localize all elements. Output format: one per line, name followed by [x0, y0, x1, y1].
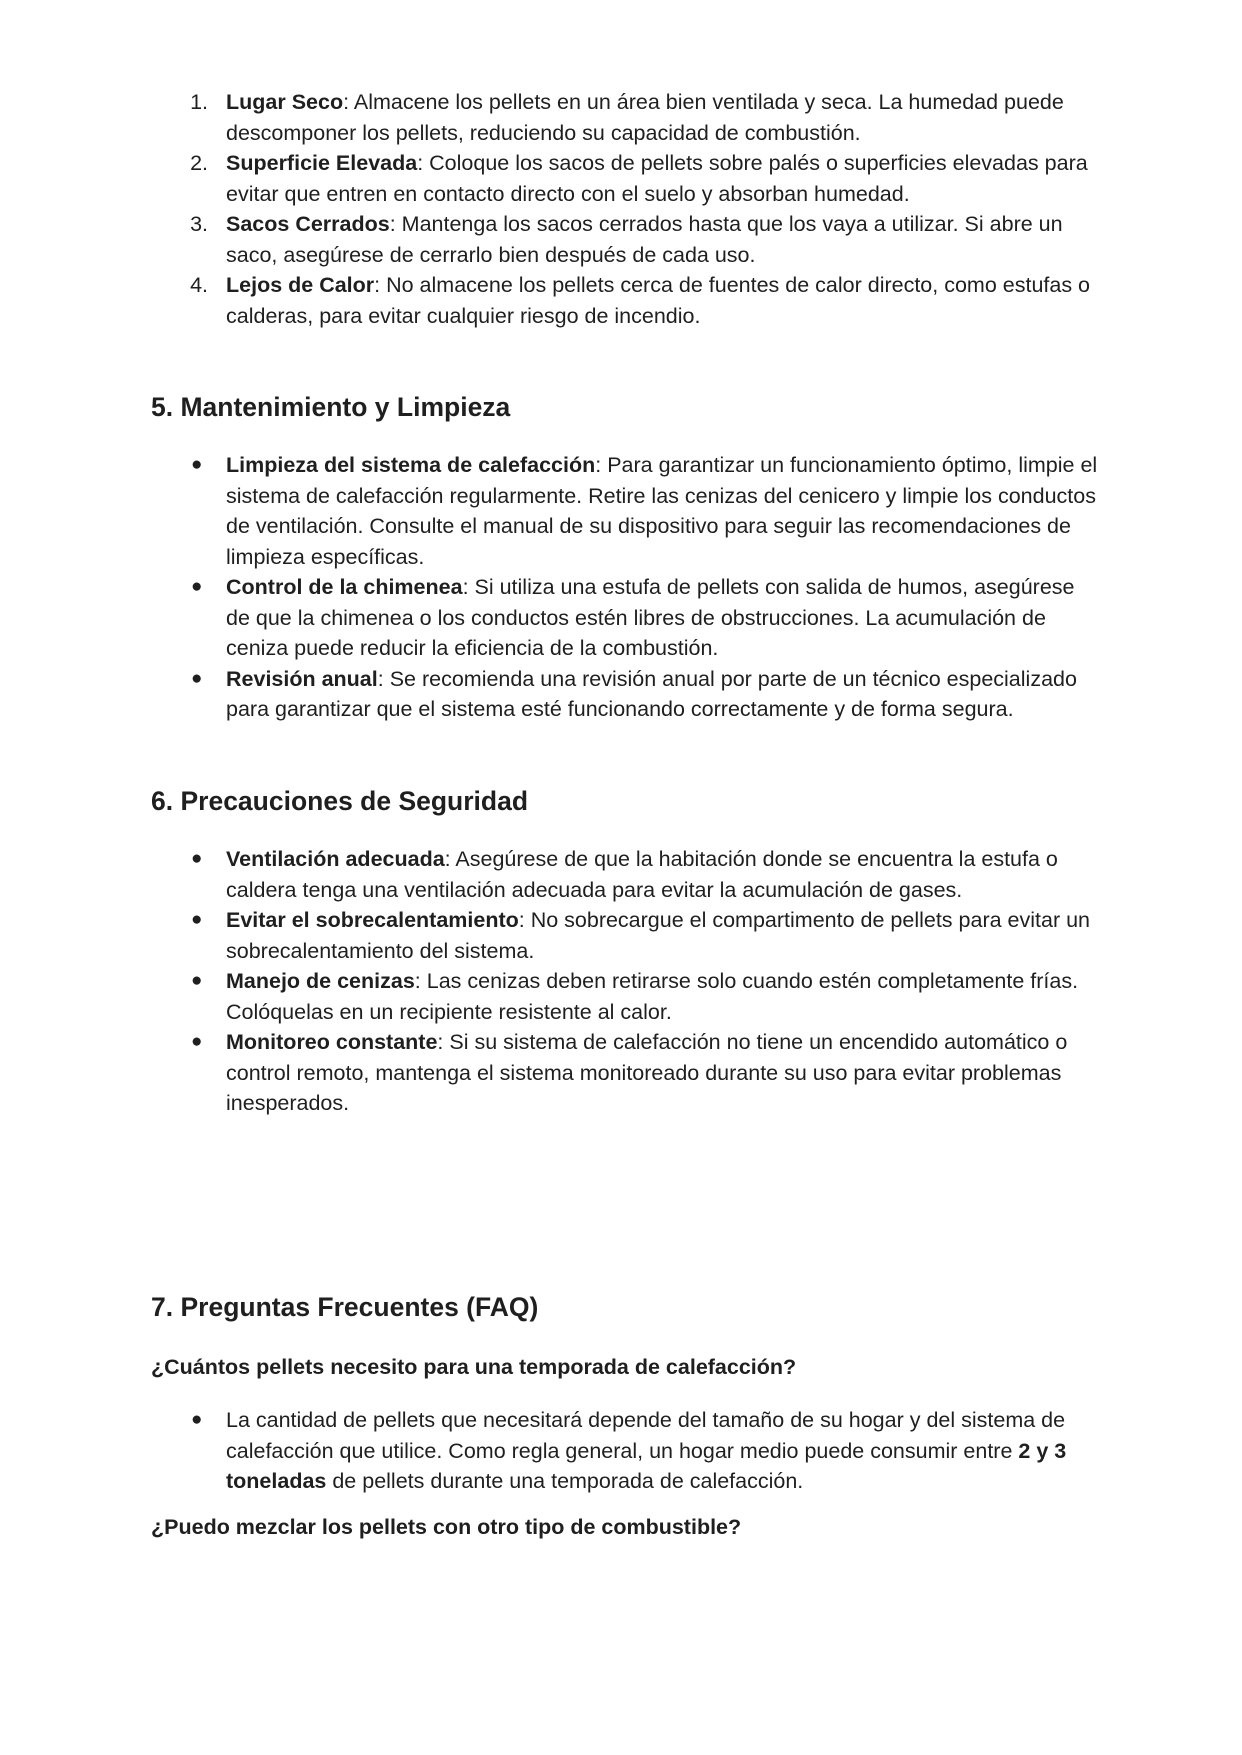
- list-item: [151, 87, 1101, 148]
- item-text: : Se recomienda una revisión anual por parte de un técnico especializado para garantizar que el sistema esté funcionando correctamente y de forma segura.: [226, 666, 1077, 721]
- item-text: : Mantenga los sacos cerrados hasta que los vaya a utilizar. Si abre un saco, asegúrese de cerrarlo bien después de cada uso.: [226, 212, 1063, 267]
- maintenance-list-block: [151, 450, 1101, 725]
- list-item: [151, 664, 1101, 725]
- item-term: Lugar Seco: [226, 90, 344, 114]
- list-number: 2.: [190, 151, 208, 175]
- section-heading-safety: 6. Precauciones de Seguridad: [151, 786, 529, 816]
- item-term: Lejos de Calor: [226, 273, 375, 297]
- bullet-icon: ●: [191, 667, 203, 689]
- item-text: : Coloque los sacos de pellets sobre palés o superficies elevadas para evitar que entren en contacto directo con el suelo y absorban humedad.: [226, 151, 1088, 206]
- section-heading-faq: 7. Preguntas Frecuentes (FAQ): [151, 1292, 539, 1322]
- list-number: 3.: [190, 212, 208, 236]
- item-term: Manejo de cenizas: [226, 969, 415, 993]
- item-term: Control de la chimenea: [226, 575, 463, 599]
- item-text: : No almacene los pellets cerca de fuentes de calor directo, como estufas o calderas, para evitar cualquier riesgo de incendio.: [226, 273, 1091, 328]
- list-item: [151, 844, 1101, 905]
- maintenance-list: [151, 450, 1101, 725]
- item-term: Evitar el sobrecalentamiento: [226, 908, 519, 932]
- item-text: : Si su sistema de calefacción no tiene un encendido automático o control remoto, mantenga el sistema monitoreado durante su uso para evitar problemas inesperados.: [226, 1030, 1068, 1115]
- faq-question: ¿Puedo mezclar los pellets con otro tipo de combustible?: [151, 1515, 742, 1539]
- section-heading-maintenance: 5. Mantenimiento y Limpieza: [151, 392, 511, 422]
- list-item: [151, 1405, 1101, 1497]
- bullet-icon: ●: [191, 970, 203, 991]
- bullet-icon: ●: [191, 848, 203, 869]
- item-text: : No sobrecargue el compartimento de pellets para evitar un sobrecalentamiento del sistema.: [226, 908, 1091, 963]
- item-term: Monitoreo constante: [226, 1030, 438, 1054]
- storage-list: [151, 87, 1101, 331]
- item-term: Revisión anual: [226, 666, 378, 691]
- list-item: [151, 209, 1101, 270]
- bullet-icon: ●: [191, 1409, 203, 1430]
- bullet-icon: ●: [191, 454, 203, 475]
- item-text: : Asegúrese de que la habitación donde se encuentra la estufa o caldera tenga una ventilación adecuada para evitar la acumulación de gases.: [226, 847, 1058, 902]
- list-item: [151, 572, 1101, 664]
- list-item: [151, 1027, 1101, 1119]
- list-item: [151, 270, 1101, 331]
- item-term: Sacos Cerrados: [226, 212, 390, 236]
- faq-answer-list: [151, 1405, 1101, 1497]
- list-item: [151, 148, 1101, 209]
- list-item: [151, 905, 1101, 966]
- bullet-icon: ●: [191, 576, 203, 597]
- safety-list-block: [151, 844, 1101, 1119]
- item-text: : Para garantizar un funcionamiento óptimo, limpie el sistema de calefacción regularmente. Retire las cenizas del cenicero y limpie los conductos de ventilación. Consulte el manual de su dispositivo para seguir las recomendaciones de limpieza específicas.: [226, 453, 1098, 569]
- item-text: : Almacene los pellets en un área bien ventilada y seca. La humedad puede descomponer los pellets, reduciendo su capacidad de combustión.: [226, 90, 1064, 145]
- list-item: [151, 966, 1101, 1027]
- list-item: [151, 450, 1101, 572]
- bullet-icon: ●: [191, 909, 203, 930]
- item-term: Superficie Elevada: [226, 151, 418, 175]
- list-number: 4.: [190, 273, 208, 297]
- item-text: : Las cenizas deben retirarse solo cuando estén completamente frías. Colóquelas en un recipiente resistente al calor.: [226, 969, 1079, 1024]
- list-number: 1.: [190, 90, 208, 114]
- bullet-icon: ●: [191, 1031, 203, 1052]
- answer-text-end: de pellets durante una temporada de calefacción.: [326, 1469, 804, 1493]
- answer-emphasis: 2 y 3 toneladas: [226, 1438, 1067, 1493]
- answer-text: La cantidad de pellets que necesitará depende del tamaño de su hogar y del sistema de calefacción que utilice. Como regla general, un hogar medio puede consumir entre: [226, 1408, 1066, 1463]
- item-term: Ventilación adecuada: [226, 847, 445, 871]
- safety-list: [151, 844, 1101, 1119]
- item-term: Limpieza del sistema de calefacción: [226, 453, 596, 477]
- item-text: : Si utiliza una estufa de pellets con salida de humos, asegúrese de que la chimenea o los conductos estén libres de obstrucciones. La acumulación de ceniza puede reducir la eficiencia de la combustión.: [226, 575, 1075, 660]
- faq-answer-block: [151, 1405, 1101, 1497]
- storage-list-block: [151, 87, 1101, 331]
- faq-question: ¿Cuántos pellets necesito para una temporada de calefacción?: [151, 1355, 797, 1379]
